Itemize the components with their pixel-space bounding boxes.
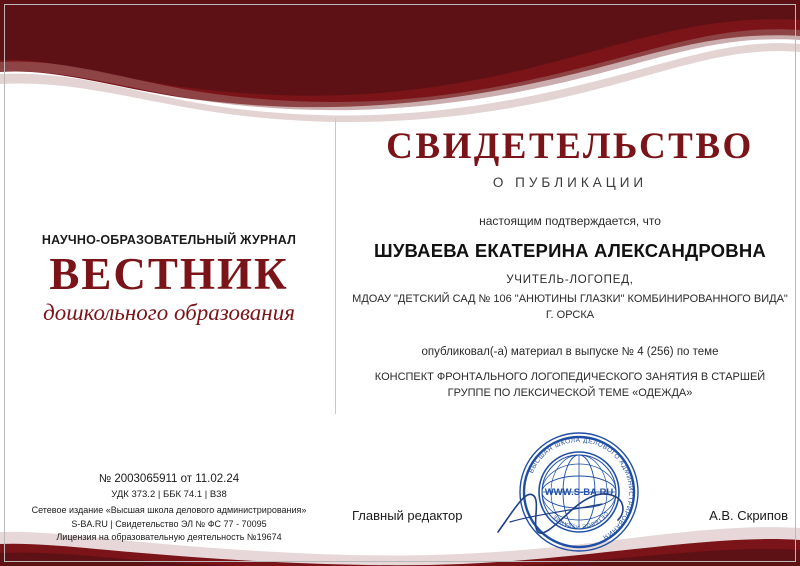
signatory-name: А.В. Скрипов xyxy=(709,508,788,523)
official-stamp-icon xyxy=(515,428,643,556)
work-title: КОНСПЕКТ ФРОНТАЛЬНОГО ЛОГОПЕДИЧЕСКОГО ЗАНЯТИЯ В СТАРШЕЙ ГРУППЕ ПО ЛЕКСИЧЕСКОЙ ТЕМЕ «ОДЕЖДА» xyxy=(374,370,766,399)
svg-text:WWW.S-BA.RU: WWW.S-BA.RU xyxy=(544,487,614,498)
journal-block xyxy=(14,233,324,326)
svg-text:ВЫСШАЯ ШКОЛА ДЕЛОВОГО АДМИНИСТ: ВЫСШАЯ ШКОЛА ДЕЛОВОГО АДМИНИСТРИРОВАНИЯ xyxy=(527,436,635,541)
recipient-name: ШУВАЕВА ЕКАТЕРИНА АЛЕКСАНДРОВНА xyxy=(374,239,766,261)
signature-label: Главный редактор xyxy=(352,508,463,523)
main-content xyxy=(352,128,788,402)
journal-supertitle: НАУЧНО-ОБРАЗОВАТЕЛЬНЫЙ ЖУРНАЛ xyxy=(41,233,297,247)
page-subtitle: О ПУБЛИКАЦИИ xyxy=(492,174,648,190)
publication-line: опубликовал(-а) материал в выпуске № 4 (256) по теме xyxy=(421,345,719,358)
svg-text:СЕТЕВОЕ ИЗДАНИЕ: СЕТЕВОЕ ИЗДАНИЕ xyxy=(551,510,609,530)
license-line: Лицензия на образовательную деятельность №19674 xyxy=(56,532,282,542)
journal-subtitle: дошкольного образования xyxy=(43,300,295,326)
recipient-position: УЧИТЕЛЬ-ЛОГОПЕД, xyxy=(506,273,634,286)
journal-title: ВЕСТНИК xyxy=(49,249,289,299)
registration-codes: УДК 373.2 | ББК 74.1 | В38 xyxy=(111,489,227,500)
registration-number: № 2003065911 от 11.02.24 xyxy=(98,473,240,485)
certificate-line: S-BA.RU | Свидетельство ЭЛ № ФС 77 - 70095 xyxy=(71,518,267,529)
recipient-organization: МДОАУ "ДЕТСКИЙ САД № 106 "АНЮТИНЫ ГЛАЗКИ" КОМБИНИРОВАННОГО ВИДА" Г. ОРСКА xyxy=(352,292,788,321)
vertical-divider xyxy=(335,118,336,414)
registration-block xyxy=(14,473,324,545)
publisher-line: Сетевое издание «Высшая школа делового администрирования» xyxy=(31,505,307,515)
confirm-line: настоящим подтверждается, что xyxy=(479,213,661,228)
page-title: СВИДЕТЕЛЬСТВО xyxy=(386,126,754,167)
